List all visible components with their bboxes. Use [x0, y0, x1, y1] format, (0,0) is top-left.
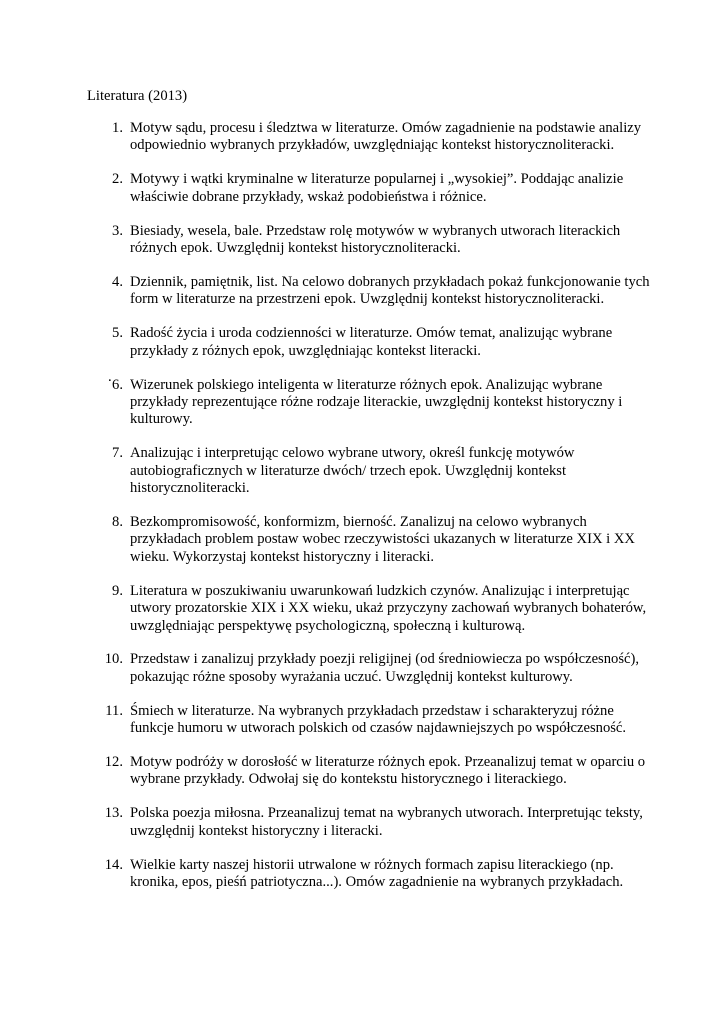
document-title: Literatura (2013): [87, 88, 188, 104]
topic-text: Wizerunek polskiego inteligenta w literaturze różnych epok. Analizując wybrane przykłady reprezentujące różne rodzaje literackie, uwzględnij kontekst historyczny i kulturowy.: [130, 376, 623, 428]
topic-item: [0, 651, 725, 686]
topic-number: 11.: [105, 702, 123, 719]
topic-item: [0, 583, 725, 635]
topic-number: 6.: [112, 376, 123, 393]
topic-number: 8.: [112, 514, 123, 530]
topic-number: 7.: [112, 445, 123, 462]
topic-text: Przedstaw i zanalizuj przykłady poezji religijnej (od średniowiecza po współczesność), pokazując różne sposoby wyrażania uczuć. Uwzględnij kontekst kulturowy.: [130, 651, 639, 685]
topic-item: [0, 754, 725, 789]
topic-item: [0, 120, 725, 155]
topic-number: 10.: [104, 651, 123, 668]
topic-number: 3.: [112, 222, 123, 239]
topic-number: 13.: [104, 805, 123, 822]
topic-number: 9.: [112, 582, 123, 599]
topic-item: [0, 223, 725, 258]
topic-text: Dziennik, pamiętnik, list. Na celowo dobranych przykładach pokaż funkcjonowanie tych form w literaturze na przestrzeni epok. Uwzględnij kontekst historycznoliteracki.: [130, 273, 650, 308]
topic-text: Radość życia i uroda codzienności w literaturze. Omów temat, analizując wybrane przykłady z różnych epok, uwzględniając kontekst literacki.: [130, 325, 613, 359]
topic-number: 4.: [112, 273, 123, 290]
topic-text: Śmiech w literaturze. Na wybranych przykładach przedstaw i scharakteryzuj różne funkcje humoru w utworach polskich od czasów najdawniejszych po współczesność.: [130, 702, 627, 737]
topic-item: [0, 445, 725, 497]
topic-list: [0, 120, 725, 908]
topic-number: 14.: [104, 856, 123, 873]
topic-text: Motyw podróży w dorosłość w literaturze różnych epok. Przeanalizuj temat w oparciu o wybrane przykłady. Odwołaj się do kontekstu historycznego i literackiego.: [130, 754, 646, 788]
topic-item: [0, 377, 725, 429]
topic-item: [0, 805, 725, 840]
topic-item: [0, 325, 725, 360]
topic-text: Motyw sądu, procesu i śledztwa w literaturze. Omów zagadnienie na podstawie analizy odpowiednio wybranych przykładów, uwzględniając kontekst historycznoliteracki.: [130, 120, 642, 154]
topic-item: [0, 703, 725, 738]
topic-item: [0, 514, 725, 566]
topic-text: Polska poezja miłosna. Przeanalizuj temat na wybranych utworach. Interpretując teksty, uwzględnij kontekst historyczny i literacki.: [130, 805, 643, 839]
topic-text: Literatura w poszukiwaniu uwarunkowań ludzkich czynów. Analizując i interpretując utwory prozatorskie XIX i XX wieku, ukaż przyczyny zachowań wybranych bohaterów, uwzględniając perspektywę psychologiczną, społeczną i kulturową.: [130, 582, 647, 634]
topic-number: 2.: [112, 171, 123, 188]
topic-text: Wielkie karty naszej historii utrwalone w różnych formach zapisu literackiego (np. kronika, epos, pieśń patriotyczna...). Omów zagadnienie na wybranych przykładach.: [130, 856, 624, 891]
topic-item: [0, 171, 725, 206]
stray-dot: .: [108, 369, 112, 385]
topic-text: Biesiady, wesela, bale. Przedstaw rolę motywów w wybranych utworach literackich różnych epok. Uwzględnij kontekst historycznoliteracki.: [130, 222, 621, 257]
topic-number: 1.: [112, 120, 123, 136]
topic-text: Bezkompromisowość, konformizm, bierność. Zanalizuj na celowo wybranych przykładach problem postaw wobec rzeczywistości ukazanych w literaturze XIX i XX wieku. Wykorzystaj kontekst historyczny i literacki.: [130, 514, 635, 565]
topic-item: [0, 857, 725, 892]
topic-number: 5.: [112, 325, 123, 342]
topic-text: Motywy i wątki kryminalne w literaturze popularnej i „wysokiej”. Poddając analizie właściwie dobrane przykłady, wskaż podobieństwa i różnice.: [130, 171, 624, 205]
topic-number: 12.: [104, 754, 123, 771]
topic-item: [0, 274, 725, 309]
topic-text: Analizując i interpretując celowo wybrane utwory, określ funkcję motywów autobiograficznych w literaturze dwóch/ trzech epok. Uwzględnij kontekst historycznoliteracki.: [130, 445, 575, 497]
